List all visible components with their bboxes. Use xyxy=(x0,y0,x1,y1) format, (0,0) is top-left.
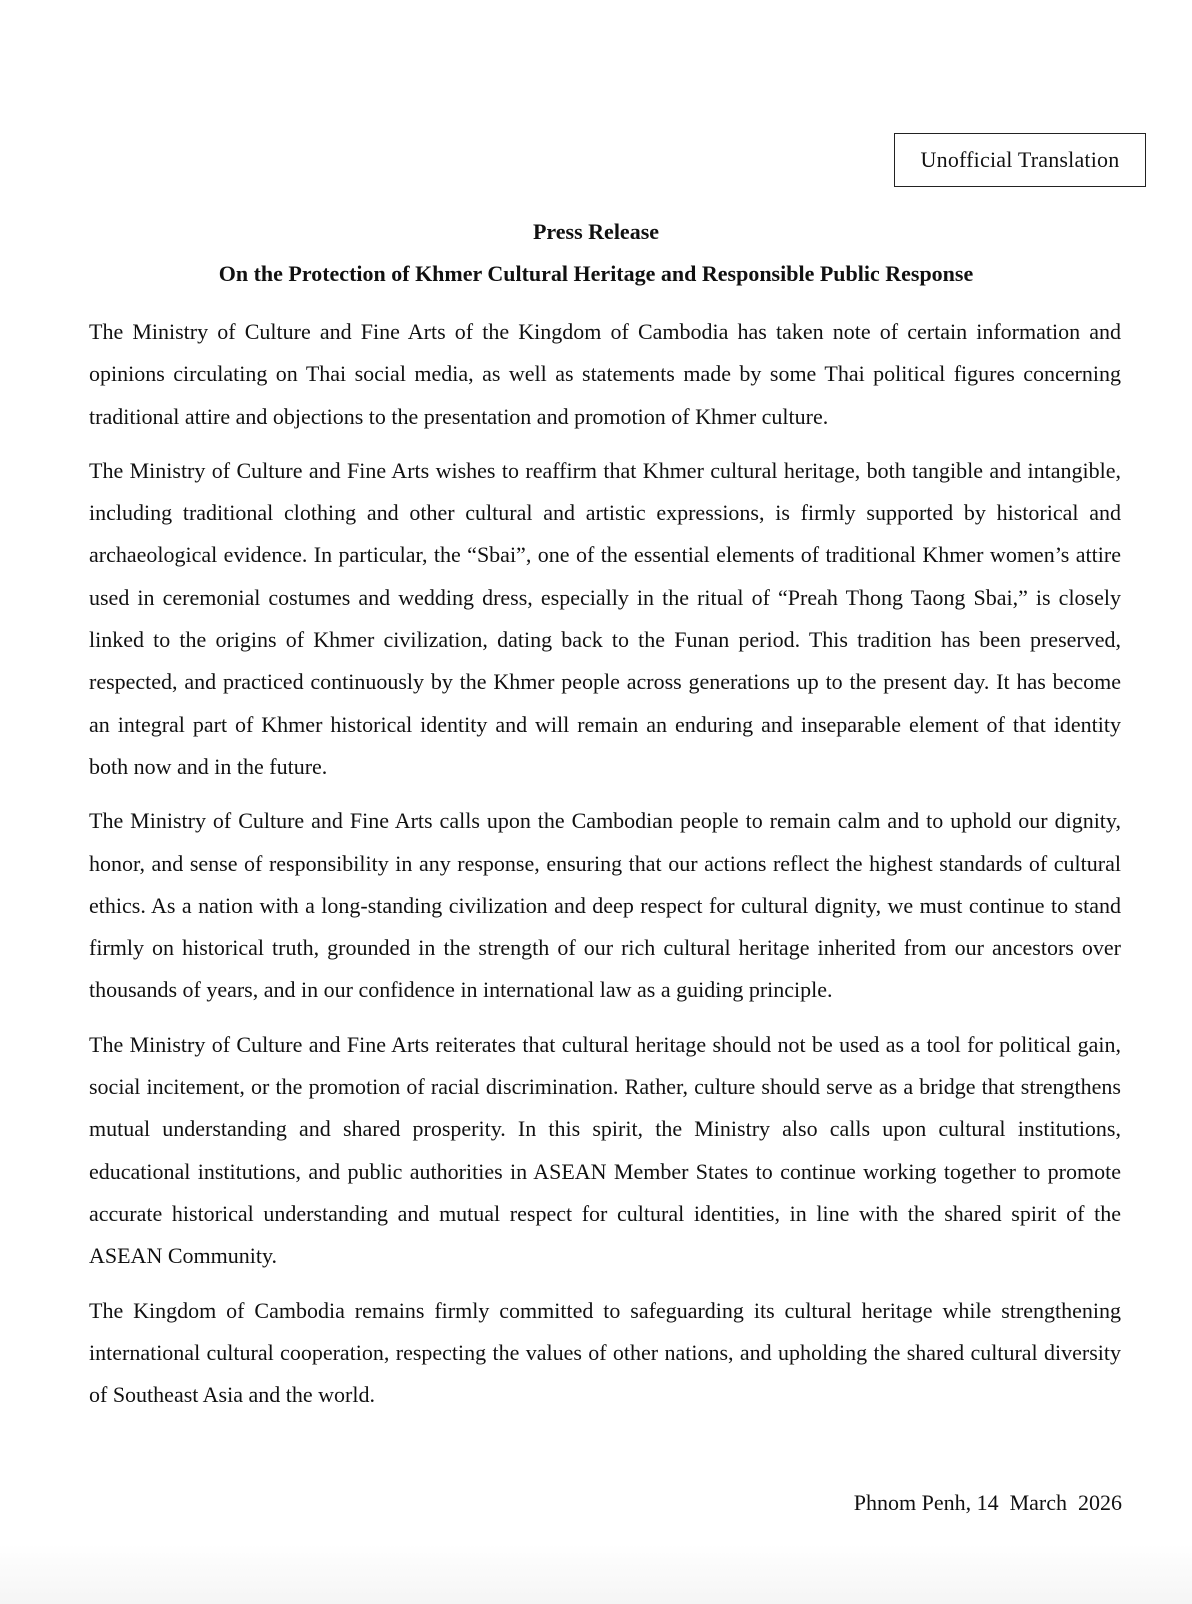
unofficial-translation-text: Unofficial Translation xyxy=(920,147,1120,172)
paragraph-5: The Kingdom of Cambodia remains firmly committed to safeguarding its cultural heritage while strengthening international cultural cooperation, respecting the values of other nations, and upholding the shared cultural diversity of Southeast Asia and the world. xyxy=(89,1297,1121,1408)
document-body xyxy=(89,311,1121,1428)
paragraph-4: The Ministry of Culture and Fine Arts reiterates that cultural heritage should not be used as a tool for political gain, social incitement, or the promotion of racial discrimination. Rather, culture should serve as a bridge that strengthens mutual understanding and shared prosperity. In this spirit, the Ministry also calls upon cultural institutions, educational institutions, and public authorities in ASEAN Member States to continue working together to promote accurate historical understanding and mutual respect for cultural identities, in line with the shared spirit of the ASEAN Community. xyxy=(89,1031,1121,1269)
document-subtitle: On the Protection of Khmer Cultural Heritage and Responsible Public Response xyxy=(218,261,974,286)
unofficial-translation-label xyxy=(894,133,1146,187)
paragraph-3: The Ministry of Culture and Fine Arts calls upon the Cambodian people to remain calm and to uphold our dignity, honor, and sense of responsibility in any response, ensuring that our actions reflect the highest standards of cultural ethics. As a nation with a long-standing civilization and deep respect for cultural dignity, we must continue to stand firmly on historical truth, grounded in the strength of our rich cultural heritage inherited from our ancestors over thousands of years, and in our confidence in international law as a guiding principle. xyxy=(89,808,1121,1003)
page-bottom-shadow xyxy=(0,1544,1192,1604)
paragraph-1: The Ministry of Culture and Fine Arts of the Kingdom of Cambodia has taken note of certain information and opinions circulating on Thai social media, as well as statements made by some Thai political figures concerning traditional attire and objections to the presentation and promotion of Khmer culture. xyxy=(89,319,1121,429)
document-title: Press Release xyxy=(532,219,660,244)
place-and-date: Phnom Penh, 14 March 2026 xyxy=(853,1490,1122,1515)
paragraph-2: The Ministry of Culture and Fine Arts wishes to reaffirm that Khmer cultural heritage, both tangible and intangible, including traditional clothing and other cultural and artistic expressions, is firmly supported by historical and archaeological evidence. In particular, the “Sbai”, one of the essential elements of traditional Khmer women’s attire used in ceremonial costumes and wedding dress, especially in the ritual of “Preah Thong Taong Sbai,” is closely linked to the origins of Khmer civilization, dating back to the Funan period. This tradition has been preserved, respected, and practiced continuously by the Khmer people across generations up to the present day. It has become an integral part of Khmer historical identity and will remain an enduring and inseparable element of that identity both now and in the future. xyxy=(89,457,1121,779)
